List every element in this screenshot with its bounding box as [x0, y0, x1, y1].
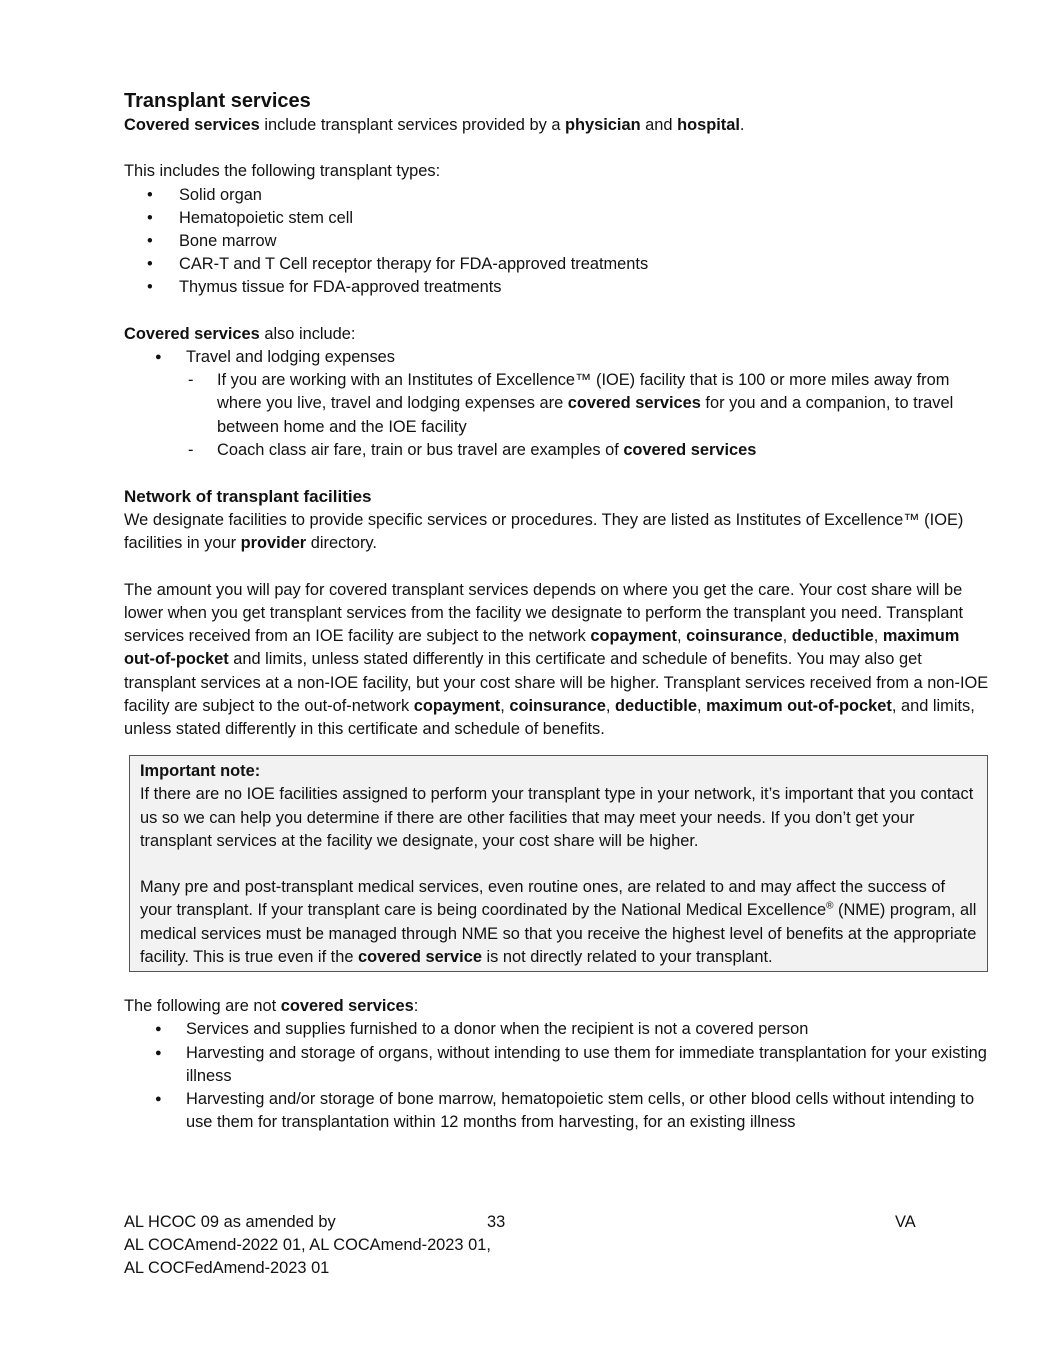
- network-paragraph-2: The amount you will pay for covered transplant services depends on where you get the care. Your cost share will be lower when you get transplant services from the facility we designate to perform the transplant you need. Transplant services received from an IOE facility are subject to the network copayment, coinsurance, deductible, maximum out-of-pocket and limits, unless stated differently in this certificate and schedule of benefits. You may also get transplant services at a non-IOE facility, but your cost share will be higher. Transplant services received from a non-IOE facility are subject to the out-of-network copayment, coinsurance, deductible, maximum out-of-pocket, and limits, unless stated differently in this certificate and schedule of benefits.: [124, 580, 989, 739]
- document-body: [124, 88, 994, 1134]
- list-item: - Coach class air fare, train or bus travel are examples of covered services: [124, 439, 994, 462]
- list-item: • Thymus tissue for FDA-approved treatments: [124, 276, 994, 299]
- list-item: ● Travel and lodging expenses: [124, 346, 994, 369]
- intro-paragraph: Covered services include transplant services provided by a physician and hospital.: [124, 116, 745, 134]
- network-paragraph-1: We designate facilities to provide specific services or procedures. They are listed as Institutes of Excellence™ (IOE) facilities in your provider directory.: [124, 511, 964, 553]
- page-number: 33: [487, 1213, 506, 1231]
- list-item: - If you are working with an Institutes of Excellence™ (IOE) facility that is 100 or more miles away from where you live, travel and lodging expenses are covered services for you and a companion, to travel between home and the IOE facility: [124, 369, 994, 439]
- travel-sub-list: [124, 369, 994, 462]
- note-title: Important note:: [140, 762, 261, 781]
- note-paragraph-2: Many pre and post-transplant medical services, even routine ones, are related to and may affect the success of your transplant. If your transplant care is being coordinated by the National Medical Excellence® (NME) program, all medical services must be managed through NME so that you receive the highest level of benefits at the appropriate facility. This is true even if the covered service is not directly related to your transplant.: [140, 878, 977, 966]
- not-covered-intro: The following are not covered services:: [124, 997, 419, 1016]
- list-item: ● Harvesting and storage of organs, without intending to use them for immediate transplantation for your existing illness: [124, 1042, 994, 1088]
- footer-state-code: VA: [895, 1213, 916, 1231]
- important-note-box: [129, 755, 988, 972]
- also-include-paragraph: Covered services also include:: [124, 324, 356, 343]
- list-item: ● Services and supplies furnished to a donor when the recipient is not a covered person: [124, 1018, 994, 1041]
- list-item: ● Harvesting and/or storage of bone marrow, hematopoietic stem cells, or other blood cells without intending to use them for transplantation within 12 months from harvesting, for an existing illness: [124, 1088, 994, 1134]
- list-item: • CAR-T and T Cell receptor therapy for FDA-approved treatments: [124, 253, 994, 276]
- list-item: • Hematopoietic stem cell: [124, 207, 994, 230]
- network-heading: Network of transplant facilities: [124, 487, 372, 507]
- footer-amendments: AL HCOC 09 as amended by AL COCAmend-2022 01, AL COCAmend-2023 01, AL COCFedAmend-2023 01: [124, 1213, 491, 1278]
- section-heading: Transplant services: [124, 90, 311, 112]
- list-item: • Bone marrow: [124, 230, 994, 253]
- not-covered-list: [124, 1018, 994, 1134]
- list-item: • Solid organ: [124, 184, 994, 207]
- note-paragraph-1: If there are no IOE facilities assigned to perform your transplant type in your network, it’s important that you contact us so we can help you determine if there are other facilities that may meet your needs. If you don’t get your transplant services at the facility we designate, your cost share will be higher.: [140, 785, 974, 850]
- also-include-list: [124, 346, 994, 369]
- transplant-types-list: [124, 184, 994, 300]
- types-intro: This includes the following transplant types:: [124, 162, 441, 181]
